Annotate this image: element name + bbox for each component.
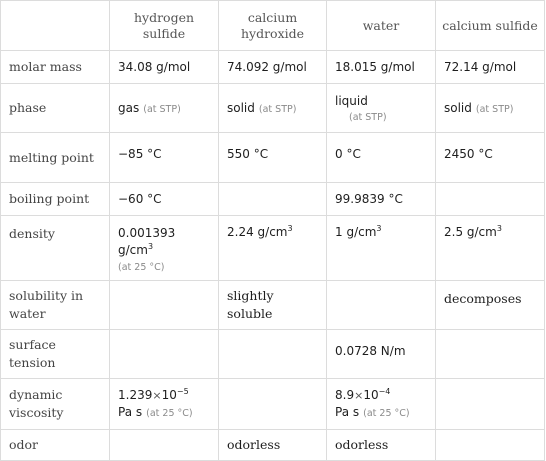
cell-value: −85 °C — [110, 133, 219, 183]
cell-value — [327, 281, 436, 330]
cell-value — [110, 84, 219, 133]
cell-value: −60 °C — [110, 183, 219, 216]
cell-value: decomposes — [436, 281, 545, 330]
temperature-note: (at 25 °C) — [363, 407, 410, 419]
table-row — [1, 51, 545, 84]
cell-value: odorless — [219, 430, 327, 461]
phase-value: solid — [227, 101, 255, 115]
stp-note: (at STP) — [475, 104, 514, 115]
table-row — [1, 216, 545, 281]
row-label-surface-tension: surface tension — [1, 330, 110, 379]
row-label-dynamic-viscosity: dynamic viscosity — [1, 379, 110, 430]
cell-value — [110, 216, 219, 281]
cell-value: 550 °C — [219, 133, 327, 183]
cell-value — [436, 379, 545, 430]
cell-value: 2450 °C — [436, 133, 545, 183]
column-header-calcium-sulfide: calcium sulfide — [436, 1, 545, 51]
table-row — [1, 133, 545, 183]
row-label-odor: odor — [1, 430, 110, 461]
cell-value — [436, 330, 545, 379]
cell-value — [110, 281, 219, 330]
stp-note: (at STP) — [143, 104, 181, 115]
cell-value: 1 $g/cm^3$ — [327, 216, 436, 281]
column-header-hydrogen-sulfide: hydrogen sulfide — [110, 1, 219, 51]
stp-note: (at STP) — [349, 112, 387, 123]
cell-value — [436, 84, 545, 133]
cell-value — [219, 84, 327, 133]
cell-value: 2.5 $g/cm^3$ — [436, 216, 545, 281]
row-label-solubility: solubility in water — [1, 281, 110, 330]
cell-value: 18.015 g/mol — [327, 51, 436, 84]
row-label-molar-mass: molar mass — [1, 51, 110, 84]
viscosity-number: $1.239\times 10^{-5}$ — [118, 386, 189, 402]
cell-value — [110, 430, 219, 461]
column-header-calcium-hydroxide: calcium hydroxide — [219, 1, 327, 51]
phase-value: gas — [118, 101, 140, 115]
cell-value — [327, 379, 436, 430]
table-row — [1, 84, 545, 133]
cell-value — [219, 330, 327, 379]
table-row — [1, 379, 545, 430]
header-row — [1, 1, 545, 51]
row-label-melting-point: melting point — [1, 133, 110, 183]
corner-cell — [1, 1, 110, 51]
temperature-note: (at 25 °C) — [118, 262, 165, 273]
viscosity-number: $8.9\times 10^{-4}$ — [335, 386, 391, 402]
table-row — [1, 183, 545, 216]
cell-value: 2.24 $g/cm^3$ — [219, 216, 327, 281]
cell-value: 99.9839 °C — [327, 183, 436, 216]
table-row — [1, 430, 545, 461]
row-label-density: density — [1, 216, 110, 281]
cell-value: 0.0728 N/m — [327, 330, 436, 379]
cell-value — [327, 84, 436, 133]
phase-value: solid — [444, 101, 472, 115]
temperature-note: (at 25 °C) — [146, 407, 193, 419]
row-label-boiling-point: boiling point — [1, 183, 110, 216]
table-row — [1, 281, 545, 330]
cell-value — [110, 330, 219, 379]
cell-value — [110, 379, 219, 430]
density-unit: $g/cm^3$ — [118, 242, 154, 257]
cell-value — [219, 379, 327, 430]
cell-value: 72.14 g/mol — [436, 51, 545, 84]
column-header-water: water — [327, 1, 436, 51]
cell-value: 0 °C — [327, 133, 436, 183]
cell-value — [436, 430, 545, 461]
viscosity-unit: Pa s (at 25 °C) — [335, 404, 410, 419]
row-label-phase: phase — [1, 84, 110, 133]
table-row — [1, 330, 545, 379]
stp-note: (at STP) — [258, 104, 297, 115]
cell-value — [219, 183, 327, 216]
cell-value: odorless — [327, 430, 436, 461]
cell-value: 34.08 g/mol — [110, 51, 219, 84]
phase-value: liquid — [335, 94, 368, 108]
density-number: 0.001393 — [118, 226, 176, 240]
cell-value — [436, 183, 545, 216]
cell-value: 74.092 g/mol — [219, 51, 327, 84]
viscosity-unit: Pa s (at 25 °C) — [118, 404, 193, 419]
cell-value: slightly soluble — [219, 281, 327, 330]
